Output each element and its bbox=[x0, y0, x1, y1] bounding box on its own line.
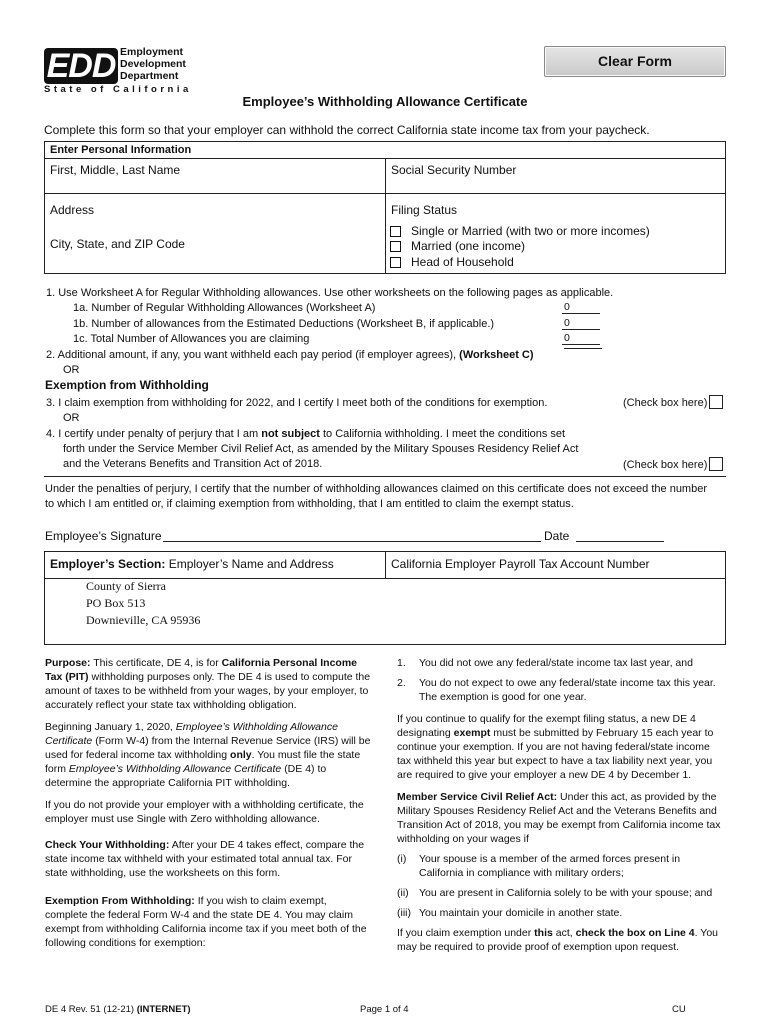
ssn-field-label: Social Security Number bbox=[391, 163, 517, 177]
purpose-paragraph bbox=[45, 656, 371, 712]
line-1b-text: 1b. Number of allowances from the Estimated Deductions (Worksheet B, if applicable.) bbox=[73, 318, 495, 330]
paragraph-text: If you continue to qualify for the exempt filing status, a new DE 4 designating bbox=[397, 713, 696, 739]
continue-paragraph bbox=[397, 712, 726, 782]
perjury-text-1: Under the penalties of perjury, I certify that the number of withholding allowances claimed on this certificate does not exceed the number bbox=[45, 483, 707, 495]
employer-account-field[interactable] bbox=[387, 580, 724, 642]
line-1c-input[interactable]: 0 bbox=[562, 332, 600, 345]
logo-line-1: Employment bbox=[120, 46, 184, 58]
line-4-text-3: and the Veterans Benefits and Transition Act of 2018. bbox=[63, 458, 323, 470]
list-text: You maintain your domicile in another state. bbox=[419, 907, 623, 919]
paragraph-text: Beginning January 1, 2020, bbox=[45, 721, 173, 733]
filing-option-single[interactable] bbox=[390, 224, 650, 238]
edd-logo bbox=[44, 44, 194, 96]
purpose-text: This certificate, DE 4, is for bbox=[93, 657, 219, 669]
line-1a-text: 1a. Number of Regular Withholding Allowances (Worksheet A) bbox=[73, 302, 376, 314]
paragraph-text: must be submitted by February 15 each year to continue your exemption. If you are not having federal/state income tax withheld this year but expect to have a tax liability next year, you are required to give your employer a new DE 4 by December 1. bbox=[397, 727, 714, 781]
city-field-label: City, State, and ZIP Code bbox=[50, 237, 185, 251]
employer-address-line-2: Downieville, CA 95936 bbox=[86, 613, 201, 627]
paragraph-text-bold: check the box on Line 4 bbox=[575, 927, 695, 939]
employer-account-label: California Employer Payroll Tax Account Number bbox=[391, 557, 650, 571]
instructions-right-column bbox=[397, 656, 726, 962]
check-withholding-heading: Check Your Withholding: bbox=[45, 839, 170, 851]
or-text: OR bbox=[63, 364, 80, 376]
employer-section-label bbox=[50, 557, 334, 571]
divider bbox=[45, 193, 725, 194]
line-4-pre: 4. I certify under penalty of perjury that I am bbox=[46, 428, 259, 440]
list-number: 2. bbox=[397, 677, 406, 689]
list-number: 1. bbox=[397, 657, 406, 669]
ssn-field[interactable] bbox=[388, 178, 723, 192]
paragraph-text-bold: only bbox=[230, 749, 252, 761]
line-2-label: 2. Additional amount, if any, you want withheld each pay period (if employer agrees), bbox=[46, 349, 457, 361]
address-field[interactable] bbox=[47, 218, 383, 234]
paragraph-text: act, bbox=[555, 927, 573, 939]
form-revision: DE 4 Rev. 51 (12-21) bbox=[45, 1004, 135, 1015]
paragraph-text: . You must file the state form bbox=[45, 749, 361, 775]
list-text: You do not expect to owe any federal/state income tax this year. The exemption is good for one year. bbox=[419, 677, 716, 703]
perjury-text-2: to which I am entitled or, if claiming exemption from withholding, that I am entitled to claim the exempt status. bbox=[45, 498, 574, 510]
checkbox[interactable] bbox=[390, 226, 401, 237]
exemption-heading: Exemption from Withholding bbox=[45, 378, 209, 392]
page-number: Page 1 of 4 bbox=[360, 1004, 409, 1015]
purpose-heading: Purpose: bbox=[45, 657, 91, 669]
exemption-from-withholding-heading: Exemption From Withholding: bbox=[45, 895, 195, 907]
name-field-label: First, Middle, Last Name bbox=[50, 163, 181, 177]
form-code: CU bbox=[672, 1004, 686, 1015]
paragraph-text: (Form W-4) from the Internal Revenue Service (IRS) will be used for federal income tax withholding bbox=[45, 735, 371, 761]
divider bbox=[385, 552, 386, 578]
condition-2 bbox=[397, 676, 726, 704]
beginning-paragraph bbox=[45, 720, 371, 790]
logo-state: State of California bbox=[44, 84, 192, 95]
purpose-text: withholding purposes only. The DE 4 is used to compute the amount of taxes to be withheld from your wages, by your employer, to accurately reflect your state tax withholding obligation. bbox=[45, 671, 371, 711]
line-4-not-subject: not subject bbox=[261, 428, 320, 440]
msc-heading: Member Service Civil Relief Act: bbox=[397, 791, 558, 803]
date-field[interactable] bbox=[576, 541, 664, 542]
edd-logo-text bbox=[120, 46, 186, 82]
line-4-post: to California withholding. I meet the conditions set bbox=[322, 428, 566, 440]
line-4-text bbox=[46, 427, 565, 441]
date-label: Date bbox=[544, 529, 570, 543]
employer-name: County of Sierra bbox=[86, 579, 166, 593]
msc-condition-iii bbox=[397, 906, 726, 920]
line-1b-input[interactable]: 0 bbox=[562, 317, 600, 330]
list-text: You are present in California solely to be with your spouse; and bbox=[419, 887, 713, 899]
claim-paragraph bbox=[397, 926, 726, 954]
line-1a-input[interactable]: 0 bbox=[562, 301, 600, 314]
paragraph-text: (DE 4) to determine the appropriate California PIT withholding. bbox=[45, 763, 327, 789]
divider bbox=[44, 476, 726, 477]
line-3-checkbox[interactable] bbox=[709, 395, 723, 409]
intro-text: Complete this form so that your employer can withhold the correct California state income tax from your paycheck. bbox=[44, 123, 650, 137]
filing-option-head-of-household[interactable] bbox=[390, 255, 514, 269]
filing-option-label: Married (one income) bbox=[411, 239, 526, 253]
msc-condition-ii bbox=[397, 886, 726, 900]
divider bbox=[385, 159, 386, 273]
signature-field[interactable] bbox=[163, 541, 541, 542]
employer-section-title: Employer’s Section: bbox=[50, 557, 166, 571]
list-number: (i) bbox=[397, 853, 407, 865]
paragraph-text: If you wish to claim exempt, complete the federal Form W-4 and the state DE 4. You may claim exempt from withholding California income tax if you meet both of the following conditions for exemption: bbox=[45, 895, 367, 949]
city-field[interactable] bbox=[47, 252, 383, 270]
checkbox[interactable] bbox=[390, 257, 401, 268]
paragraph-text: Under this act, as provided by the Military Spouses Residency Relief Act and the Veterans Benefits and Transition Act of 2018, you may be exempt from California income tax withholding on your wages if bbox=[397, 791, 721, 845]
name-field[interactable] bbox=[47, 178, 383, 192]
paragraph-text-bold: this bbox=[534, 927, 553, 939]
filing-option-label: Single or Married (with two or more incomes) bbox=[411, 224, 650, 238]
logo-line-2: Development bbox=[120, 58, 186, 70]
line-2-worksheet: (Worksheet C) bbox=[459, 349, 534, 361]
paragraph-text-italic: Employee’s Withholding Allowance Certificate bbox=[45, 721, 338, 747]
msc-condition-i bbox=[397, 852, 726, 880]
list-number: (iii) bbox=[397, 907, 411, 919]
line-3-check-label: (Check box here) bbox=[623, 397, 708, 409]
paragraph-text-bold: exempt bbox=[453, 727, 491, 739]
paragraph-text: After your DE 4 takes effect, compare the state income tax withheld with your estimated total annual tax. For state withholding, use the worksheets on this form. bbox=[45, 839, 365, 879]
form-title: Employee’s Withholding Allowance Certificate bbox=[242, 94, 528, 109]
no-certificate-paragraph: If you do not provide your employer with a withholding certificate, the employer must use Single with Zero withholding allowance. bbox=[45, 799, 364, 825]
line-2-text bbox=[46, 348, 534, 362]
edd-logo-mark: EDD bbox=[44, 48, 118, 84]
address-field-label: Address bbox=[50, 203, 95, 217]
employer-section-subtitle: Employer’s Name and Address bbox=[168, 557, 334, 571]
paragraph-text: If you claim exemption under bbox=[397, 927, 532, 939]
list-text: You did not owe any federal/state income tax last year, and bbox=[419, 657, 693, 669]
personal-info-heading: Enter Personal Information bbox=[45, 142, 725, 159]
form-identifier bbox=[45, 1004, 191, 1015]
filing-option-married[interactable] bbox=[390, 239, 525, 253]
form-channel: (INTERNET) bbox=[136, 1004, 191, 1015]
instructions-left-column bbox=[45, 656, 371, 958]
line-4-check-label: (Check box here) bbox=[623, 459, 708, 471]
signature-label: Employee’s Signature bbox=[45, 529, 162, 543]
filing-option-label: Head of Household bbox=[411, 255, 514, 269]
paragraph-text-italic: Employee’s Withholding Allowance Certificate bbox=[68, 763, 282, 775]
filing-status-label: Filing Status bbox=[391, 203, 458, 217]
list-text: Your spouse is a member of the armed forces present in California in compliance with military orders; bbox=[419, 853, 681, 879]
exemption-paragraph bbox=[45, 894, 371, 950]
line-3-text: 3. I claim exemption from withholding for 2022, and I certify I meet both of the conditions for exemption. bbox=[46, 397, 548, 409]
employer-address-line-1: PO Box 513 bbox=[86, 596, 146, 610]
purpose-text-bold: California Personal Income Tax (PIT) bbox=[45, 657, 357, 683]
line-1-text: 1. Use Worksheet A for Regular Withholding allowances. Use other worksheets on the following pages as applicable. bbox=[46, 287, 614, 299]
or-text: OR bbox=[63, 412, 80, 424]
check-withholding-paragraph bbox=[45, 838, 371, 880]
logo-line-3: Department bbox=[120, 70, 179, 82]
checkbox[interactable] bbox=[390, 241, 401, 252]
line-1c-text: 1c. Total Number of Allowances you are claiming bbox=[73, 333, 310, 345]
list-number: (ii) bbox=[397, 887, 409, 899]
employer-address[interactable] bbox=[86, 578, 200, 629]
line-4-checkbox[interactable] bbox=[709, 457, 723, 471]
line-2-input[interactable] bbox=[564, 348, 602, 349]
condition-1 bbox=[397, 656, 726, 670]
line-4-text-2: forth under the Service Member Civil Relief Act, as amended by the Military Spouses Residency Relief Act bbox=[63, 443, 579, 455]
clear-form-button[interactable]: Clear Form bbox=[544, 46, 726, 77]
paragraph-text: . You may be required to provide proof of exemption upon request. bbox=[397, 927, 719, 953]
msc-paragraph bbox=[397, 790, 726, 846]
